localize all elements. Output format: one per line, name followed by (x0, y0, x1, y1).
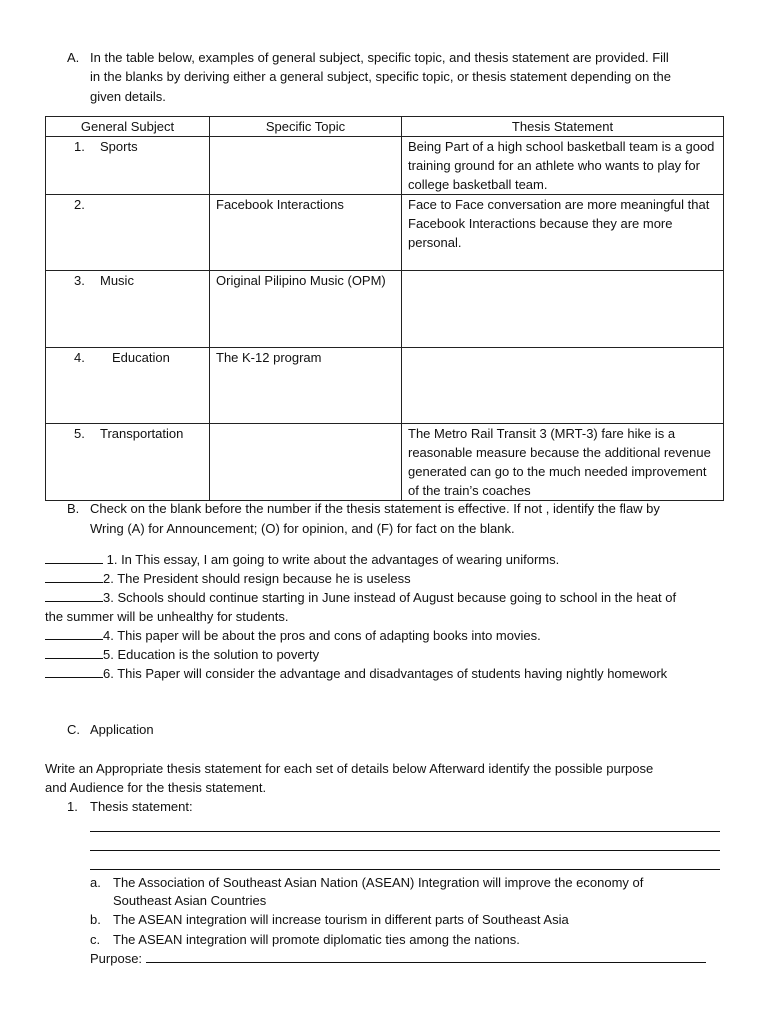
section-c-instructions-2: and Audience for the thesis statement. (45, 780, 267, 795)
topic-cell[interactable] (210, 424, 402, 501)
thesis-text: Face to Face conversation are more meaningful that Facebook Interactions because they are more personal. (408, 197, 710, 250)
subject-cell[interactable] (46, 271, 210, 348)
answer-blank-6[interactable] (45, 664, 103, 678)
list-item (45, 645, 319, 664)
topic-text: The K-12 program (216, 350, 322, 365)
item-3-continuation: the summer will be unhealthy for students. (45, 609, 289, 624)
row-number: 5. (74, 426, 85, 441)
answer-line-1[interactable] (90, 831, 720, 832)
header-general-subject: General Subject (46, 117, 210, 137)
list-item (45, 664, 667, 683)
row-number: 4. (74, 350, 85, 365)
thesis-cell[interactable] (402, 424, 724, 501)
detail-text: The ASEAN integration will promote diplomatic ties among the nations. (113, 932, 520, 947)
list-item (45, 569, 411, 588)
item-text: 5. Education is the solution to poverty (103, 647, 320, 662)
thesis-statement-label: Thesis statement: (90, 799, 193, 814)
thesis-cell[interactable] (402, 195, 724, 271)
topic-cell[interactable] (210, 348, 402, 424)
answer-blank-3[interactable] (45, 588, 103, 602)
detail-letter: a. (90, 875, 101, 890)
section-c-letter: C. (67, 722, 80, 737)
thesis-cell[interactable] (402, 348, 724, 424)
item-text: 6. This Paper will consider the advantage and disadvantages of students having nightly homework (103, 666, 668, 681)
section-a-instructions-3: given details. (90, 89, 166, 104)
row-number: 3. (74, 273, 85, 288)
topic-cell[interactable] (210, 137, 402, 195)
detail-text-continued: Southeast Asian Countries (113, 893, 267, 908)
header-specific-topic: Specific Topic (210, 117, 402, 137)
thesis-text: Being Part of a high school basketball team is a good training ground for an athlete who wants to play for college basketball team. (408, 139, 715, 192)
section-b-instructions-2: Wring (A) for Announcement; (O) for opinion, and (F) for fact on the blank. (90, 521, 515, 536)
table-row (46, 137, 724, 195)
detail-letter: b. (90, 912, 101, 927)
answer-blank-5[interactable] (45, 645, 103, 659)
subject-text: Transportation (100, 426, 184, 441)
section-a-letter: A. (67, 50, 80, 65)
table-row (46, 348, 724, 424)
table-row (46, 271, 724, 348)
topic-cell[interactable] (210, 195, 402, 271)
answer-line-2[interactable] (90, 850, 720, 851)
item-text: 1. In This essay, I am going to write about the advantages of wearing uniforms. (103, 552, 560, 567)
answer-blank-2[interactable] (45, 569, 103, 583)
subject-cell[interactable] (46, 424, 210, 501)
subject-text (96, 197, 100, 212)
item-number: 1. (67, 799, 78, 814)
item-text: 2. The President should resign because he is useless (103, 571, 411, 586)
answer-line-3[interactable] (90, 869, 720, 870)
row-number: 2. (74, 197, 85, 212)
item-text: 4. This paper will be about the pros and cons of adapting books into movies. (103, 628, 541, 643)
section-c-title: Application (90, 722, 154, 737)
topic-text: Original Pilipino Music (OPM) (216, 273, 386, 288)
row-number: 1. (74, 139, 85, 154)
thesis-text: The Metro Rail Transit 3 (MRT-3) fare hike is a reasonable measure because the additional revenue generated can go to the much needed improvement of the train’s coaches (408, 426, 711, 498)
table-row (46, 424, 724, 501)
table-header-row (46, 117, 724, 137)
purpose-label: Purpose: (90, 951, 143, 966)
section-b-instructions-1: Check on the blank before the number if the thesis statement is effective. If not , identify the flaw by (90, 501, 660, 516)
list-item (45, 588, 676, 607)
table-row (46, 195, 724, 271)
list-item (45, 550, 559, 569)
section-a-instructions-1: In the table below, examples of general subject, specific topic, and thesis statement are provided. Fill (90, 50, 669, 65)
detail-text: The ASEAN integration will increase tourism in different parts of Southeast Asia (113, 912, 569, 927)
subject-text: Music (100, 273, 134, 288)
answer-blank-1[interactable] (45, 550, 103, 564)
section-c-instructions-1: Write an Appropriate thesis statement for each set of details below Afterward identify the possible purpose (45, 761, 654, 776)
detail-text: The Association of Southeast Asian Nation (ASEAN) Integration will improve the economy of (113, 875, 644, 890)
thesis-table (45, 116, 724, 501)
subject-text: Sports (100, 139, 138, 154)
section-a-instructions-2: in the blanks by deriving either a general subject, specific topic, or thesis statement depending on the (90, 69, 672, 84)
subject-cell[interactable] (46, 348, 210, 424)
section-b-letter: B. (67, 501, 80, 516)
thesis-cell[interactable] (402, 271, 724, 348)
subject-cell[interactable] (46, 195, 210, 271)
item-text: 3. Schools should continue starting in June instead of August because going to school in the heat of (103, 590, 677, 605)
header-thesis-statement: Thesis Statement (402, 117, 724, 137)
thesis-cell[interactable] (402, 137, 724, 195)
topic-cell[interactable] (210, 271, 402, 348)
subject-text: Education (112, 350, 170, 365)
purpose-row (90, 949, 706, 968)
list-item (45, 626, 541, 645)
topic-text: Facebook Interactions (216, 197, 344, 212)
purpose-blank[interactable] (146, 949, 706, 963)
detail-letter: c. (90, 932, 101, 947)
subject-cell[interactable] (46, 137, 210, 195)
answer-blank-4[interactable] (45, 626, 103, 640)
